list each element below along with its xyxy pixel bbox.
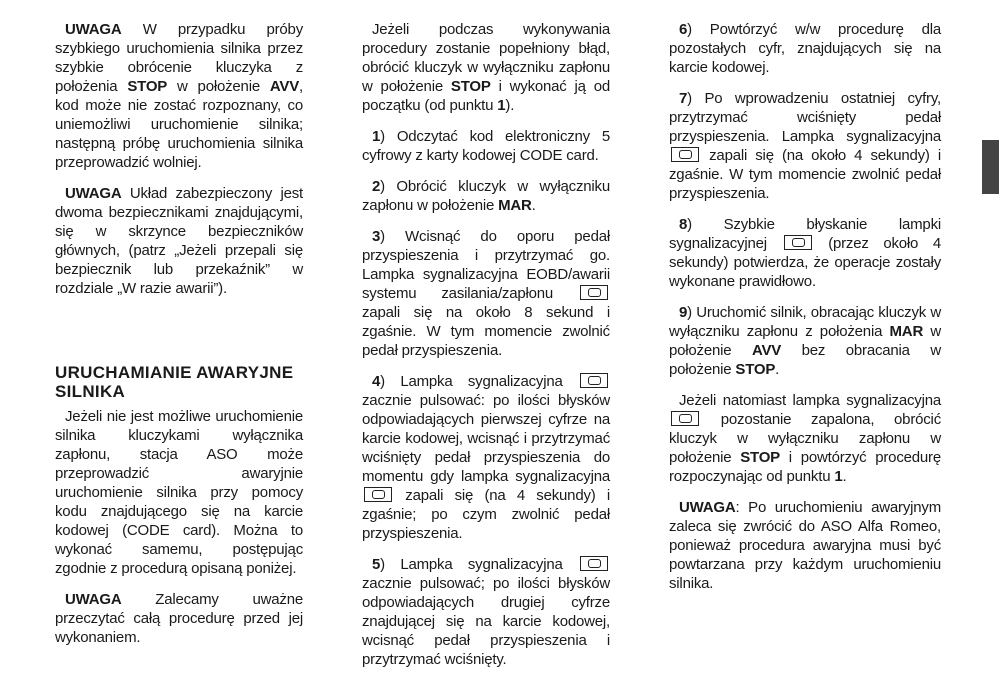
step-5: 5) Lampka sygnalizacyjna zacznie pulsować; po ilości błysków odpowiadających drugiej cyfrze znajdującej się na karcie kodowej, wcisnąć pedał przyspieszenia i przytrzymać wciśnięty.	[362, 556, 610, 668]
section-heading: URUCHAMIANIE AWARYJNE SILNIKA	[55, 363, 294, 401]
warning-paragraph-4: UWAGA: Po uruchomieniu awaryjnym zaleca się zwrócić do ASO Alfa Romeo, ponieważ procedura awaryjna musi być powtarzana przy każdym uruchomieniu silnika.	[669, 499, 941, 592]
chapter-tab-marker	[982, 140, 999, 194]
step-3: 3) Wcisnąć do oporu pedał przyspieszenia i przytrzymać go. Lampka sygnalizacyjna EOBD/awarii systemu zasilania/zapłonu zapali się na około 8 sekund i zgaśnie. W tym momencie zwolnić pedał przyspieszenia.	[362, 228, 610, 359]
lamp-remains-on-paragraph: Jeżeli natomiast lampka sygnalizacyjna pozostanie zapalona, obrócić kluczyk w wyłączniku zapłonu w położenie STOP i powtórzyć procedurę rozpoczynając od punktu 1.	[669, 392, 941, 485]
engine-warning-lamp-icon	[671, 411, 699, 426]
engine-warning-lamp-icon	[784, 235, 812, 250]
warning-paragraph-3: UWAGA Zalecamy uważne przeczytać całą procedurę przed jej wykonaniem.	[55, 591, 303, 646]
step-6: 6) Powtórzyć w/w procedurę dla pozostałych cyfr, znajdujących się na karcie kodowej.	[669, 21, 941, 76]
engine-warning-lamp-icon	[364, 487, 392, 502]
column-right	[669, 20, 941, 605]
engine-warning-lamp-icon	[580, 285, 608, 300]
step-1: 1) Odczytać kod elektroniczny 5 cyfrowy z karty kodowej CODE card.	[362, 128, 610, 164]
engine-warning-lamp-icon	[580, 373, 608, 388]
step-2: 2) Obrócić kluczyk w wyłączniku zapłonu w położenie MAR.	[362, 178, 610, 214]
step-8: 8) Szybkie błyskanie lampki sygnalizacyjnej (przez około 4 sekundy) potwierdza, że operacje zostały wykonane prawidłowo.	[669, 216, 941, 290]
column-left-lower	[55, 407, 303, 659]
column-middle	[362, 20, 610, 681]
engine-warning-lamp-icon	[671, 147, 699, 162]
step-4: 4) Lampka sygnalizacyjna zacznie pulsować: po ilości błysków odpowiadających pierwszej cyfrze na karcie kodowej, wcisnąć i przytrzymać wciśnięty pedał przyspieszenia do momentu gdy lampka sygnalizacyjna zapali się (na 4 sekundy) i zgaśnie; po czym zwolnić pedał przyspieszenia.	[362, 373, 610, 542]
step-9: 9) Uruchomić silnik, obracając kluczyk w wyłączniku zapłonu z położenia MAR w położenie AVV bez obracania w położenie STOP.	[669, 304, 941, 378]
warning-paragraph-1: UWAGA W przypadku próby szybkiego uruchomienia silnika przez szybkie obrócenie kluczyka z położenia STOP w położenie AVV, kod może nie zostać rozpoznany, co uniemożliwi uruchomienie silnika; następną próbę uruchomienia silnika przeprowadzić wolniej.	[55, 21, 303, 171]
intro-paragraph: Jeżeli nie jest możliwe uruchomienie silnika kluczykami wyłącznika zapłonu, stacja ASO może przeprowadzić awaryjnie uruchomienie silnika przy pomocy kodu znajdującego się na karcie kodowej (CODE card). Można to wykonać samemu, postępując zgodnie z procedurą opisaną poniżej.	[55, 408, 303, 577]
step-7: 7) Po wprowadzeniu ostatniej cyfry, przytrzymać wciśnięty pedał przyspieszenia. Lampka sygnalizacyjna zapali się (na około 4 sekundy) i zgaśnie. W tym momencie zwolnić pedał przyspieszenia.	[669, 90, 941, 202]
engine-warning-lamp-icon	[580, 556, 608, 571]
warning-paragraph-2: UWAGA Układ zabezpieczony jest dwoma bezpiecznikami znajdującymi, się w skrzynce bezpieczników głównych, (patrz „Jeżeli przepali się bezpiecznik lub przekaźnik” w rozdziale „W razie awarii”).	[55, 185, 303, 297]
error-paragraph: Jeżeli podczas wykonywania procedury zostanie popełniony błąd, obrócić kluczyk w wyłączniku zapłonu w położenie STOP i wykonać ją od początku (od punktu 1).	[362, 21, 610, 114]
column-left	[55, 20, 303, 310]
